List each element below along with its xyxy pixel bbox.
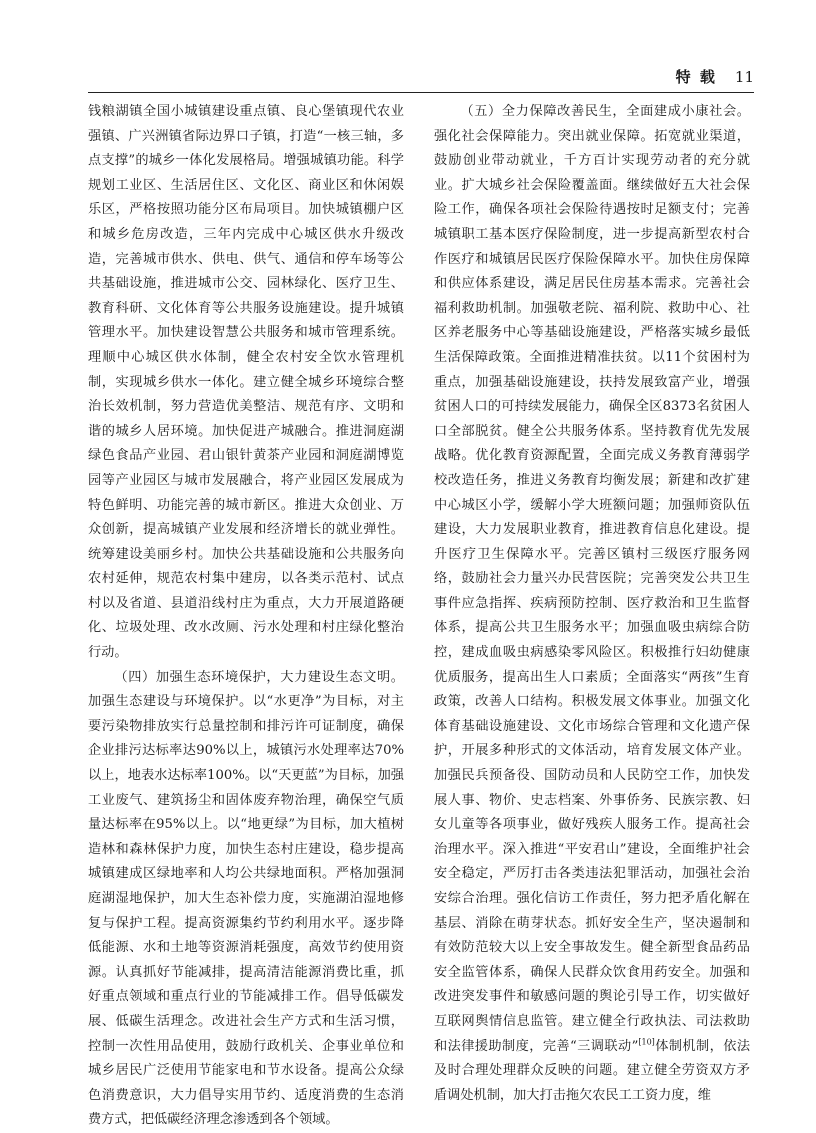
running-header — [88, 66, 754, 90]
left-column — [88, 100, 404, 1133]
footnote-reference[interactable]: [10] — [638, 1037, 655, 1047]
right-paragraph-text-b: 体制机制，依法及时合理处理群众反映的问题。建立健全劳资双方矛盾调处机制，加大打击拖欠农民工工资力度，维 — [434, 1038, 751, 1103]
right-paragraph-text-a: （五）全力保障改善民生，全面建成小康社会。强化社会保障能力。突出就业保障。拓宽就业渠道，鼓励创业带动就业，千方百计实现劳动者的充分就业。扩大城乡社会保险覆盖面。继续做好五大社会保险工作，确保各项社会保险待遇按时足额支付；完善城镇职工基本医疗保险制度，进一步提高新型农村合作医疗和城镇居民医疗保险保障水平。加快住房保障和供应体系建设，满足居民住房基本需求。完善社会福利救助机制。加强敬老院、福利院、救助中心、社区养老服务中心等基础设施建设，严格落实城乡最低生活保障政策。全面推进精准扶贫。以11个贫困村为重点，加强基础设施建设，扶持发展致富产业，增强贫困人口的可持续发展能力，确保全区8373名贫困人口全部脱贫。健全公共服务体系。坚持教育优先发展战略。优化教育资源配置，全面完成义务教育薄弱学校改造任务，推进义务教育均衡发展；新建和改扩建中心城区小学，缓解小学大班额问题；加强师资队伍建设，大力发展职业教育，推进教育信息化建设。提升医疗卫生保障水平。完善区镇村三级医疗服务网络，鼓励社会力量兴办民营医院；完善突发公共卫生事件应急指挥、疾病预防控制、医疗救治和卫生监督体系，提高公共卫生服务水平；加强血吸虫病综合防控，建成血吸虫病感染零风险区。积极推行妇幼健康优质服务，提高出生人口素质；全面落实“两孩”生育政策，改善人口结构。积极发展文体事业。加强文化体育基础设施建设、文化市场综合管理和文化遗产保护，开展多种形式的文体活动，培育发展文体产业。加强民兵预备役、国防动员和人民防空工作，加快发展人事、物价、史志档案、外事侨务、民族宗教、妇女儿童等各项事业，做好残疾人服务工作。提高社会治理水平。深入推进“平安君山”建设，全面维护社会安全稳定，严厉打击各类违法犯罪活动，加强社会治安综合治理。强化信访工作责任，努力把矛盾化解在基层、消除在萌芽状态。抓好安全生产，坚决遏制和有效防范较大以上安全事故发生。健全新型食品药品安全监管体系，确保人民群众饮食用药安全。加强和改进突发事件和敏感问题的舆论引导工作，切实做好互联网舆情信息监管。建立健全行政执法、司法救助和法律援助制度，完善“三调联动” — [434, 104, 750, 1054]
right-paragraph-section-5 — [434, 100, 750, 1108]
section-title: 特 载 — [675, 68, 717, 86]
page-number: 11 — [734, 68, 754, 86]
left-paragraph-continued: 钱粮湖镇全国小城镇建设重点镇、良心堡镇现代农业强镇、广兴洲镇省际边界口子镇，打造“一核三轴，多点支撑”的城乡一体化发展格局。增强城镇功能。科学规划工业区、生活居住区、文化区、商业区和休闲娱乐区，严格按照功能分区布局项目。加快城镇棚户区和城乡危房改造，三年内完成中心城区供水升级改造，完善城市供水、供电、供气、通信和停车场等公共基础设施，推进城市公交、园林绿化、医疗卫生、教育科研、文化体育等公共服务设施建设。提升城镇管理水平。加快建设智慧公共服务和城市管理系统。理顺中心城区供水体制，健全农村安全饮水管理机制，实现城乡供水一体化。建立健全城乡环境综合整治长效机制，努力营造优美整洁、规范有序、文明和谐的城乡人居环境。加快促进产城融合。推进洞庭湖绿色食品产业园、君山银针黄茶产业园和洞庭湖博览园等产业园区与城市发展融合，将产业园区发展成为特色鲜明、功能完善的城市新区。推进大众创业、万众创新，提高城镇产业发展和经济增长的就业弹性。统筹建设美丽乡村。加快公共基础设施和公共服务向农村延伸，规范农村集中建房，以各类示范村、试点村以及省道、县道沿线村庄为重点，大力开展道路硬化、垃圾处理、改水改厕、污水处理和村庄绿化整治行动。 — [88, 104, 404, 661]
right-column — [434, 100, 750, 1108]
left-paragraph-section-4: （四）加强生态环境保护，大力建设生态文明。加强生态建设与环境保护。以“水更净”为目标，对主要污染物排放实行总量控制和排污许可证制度，确保企业排污达标率达90%以上，城镇污水处理率达70%以上，地表水达标率100%。以“天更蓝”为目标，加强工业废气、建筑扬尘和固体废弃物治理，确保空气质量达标率在95%以上。以“地更绿”为目标，加大植树造林和森林保护力度，加快生态村庄建设，稳步提高城镇建成区绿地率和人均公共绿地面积。严格加强洞庭湖湿地保护，加大生态补偿力度，实施湖泊湿地修复与保护工程。提高资源集约节约利用水平。逐步降低能源、水和土地等资源消耗强度，高效节约使用资源。认真抓好节能减排，提高清洁能源消费比重，抓好重点领域和重点行业的节能减排工作。倡导低碳发展、低碳生活理念。改进社会生产方式和生活习惯，控制一次性用品使用，鼓励行政机关、企事业单位和城乡居民广泛使用节能家电和节水设备。提高公众绿色消费意识，大力倡导实用节约、适度消费的生态消费方式，把低碳经济理念渗透到各个领域。 — [88, 669, 404, 1128]
header-rule — [88, 92, 754, 93]
